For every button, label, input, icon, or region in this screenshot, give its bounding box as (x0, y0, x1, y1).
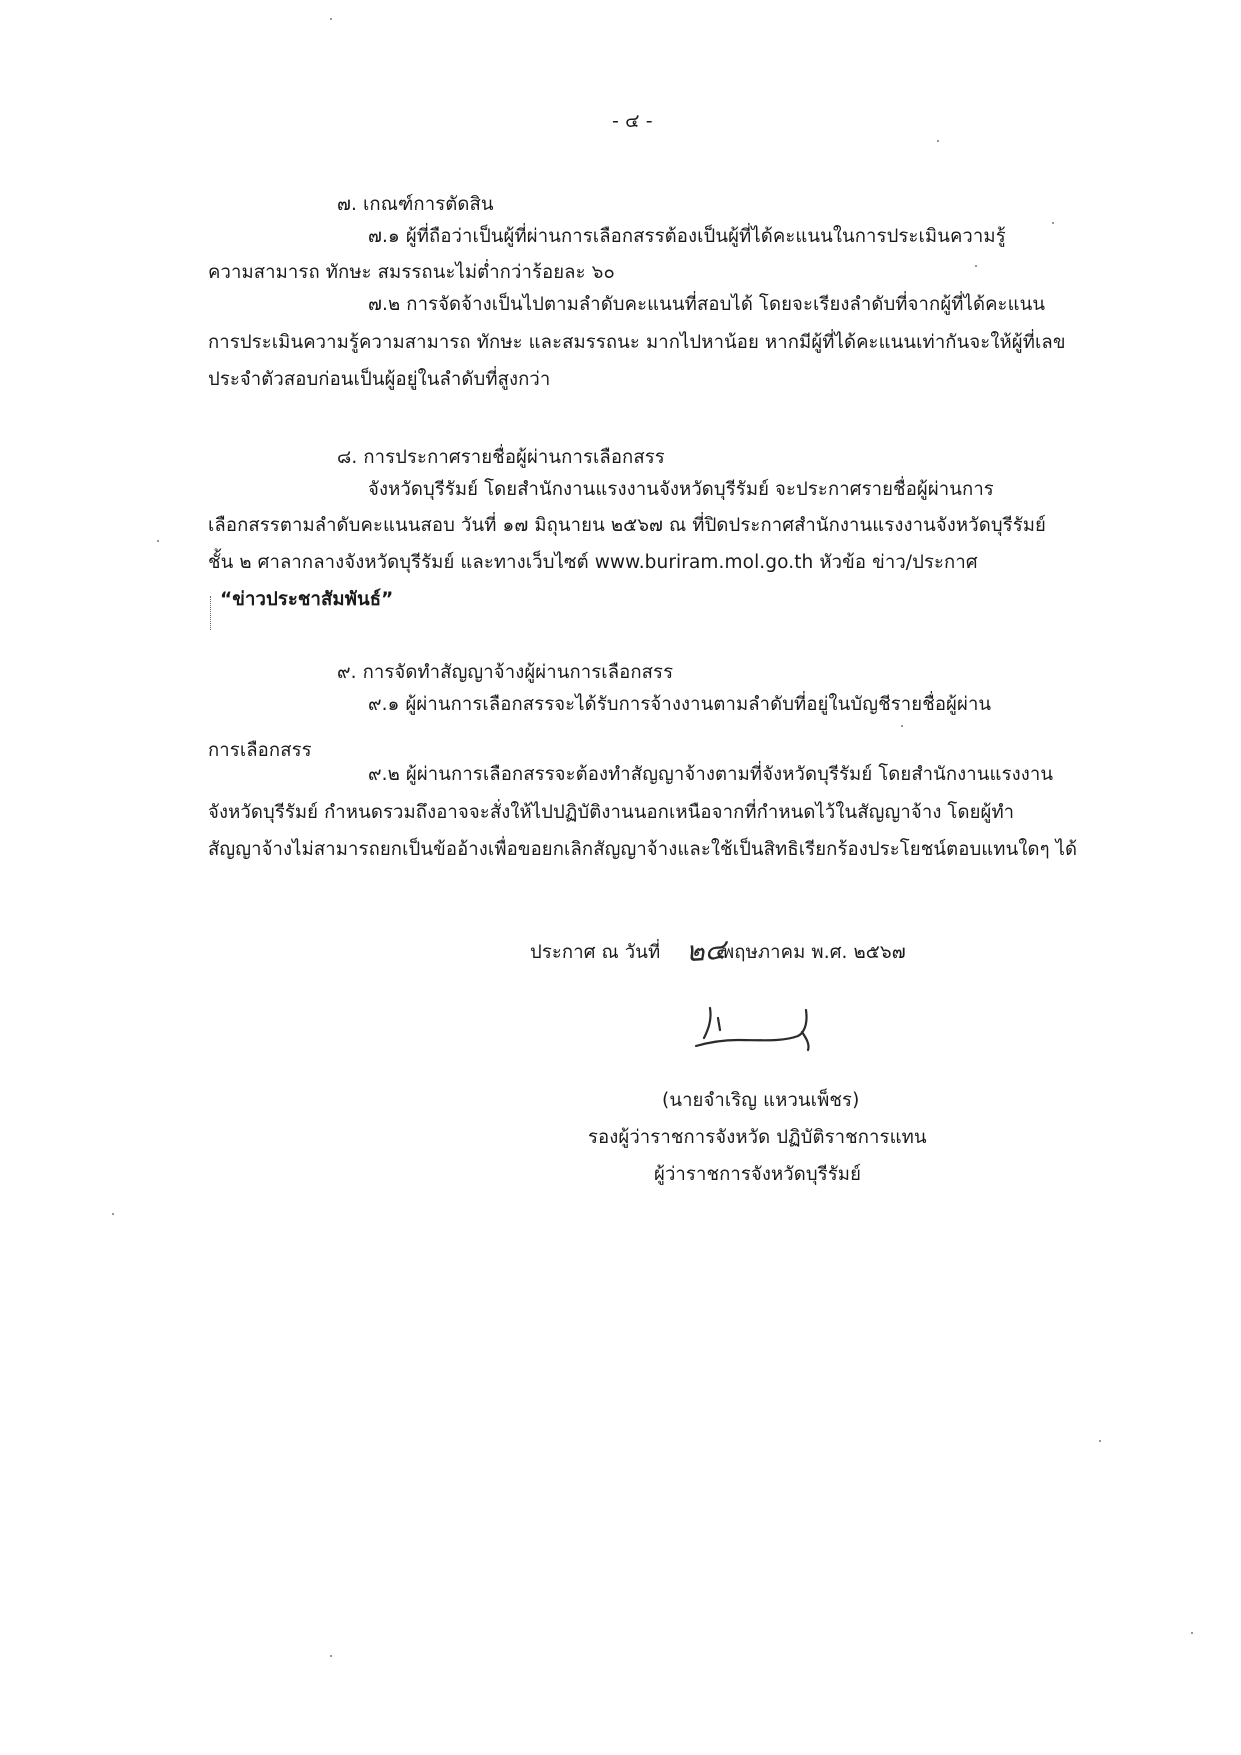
signatory-position-2: ผู้ว่าราชการจังหวัดบุรีรัมย์ (654, 1164, 862, 1185)
margin-mark (210, 596, 212, 630)
section-7-2-line-3: ประจำตัวสอบก่อนเป็นผู้อยู่ในลำดับที่สูงกว่า (208, 369, 551, 390)
section-7-1-line-1: ๗.๑ ผู้ที่ถือว่าเป็นผู้ที่ผ่านการเลือกสรรต้องเป็นผู้ที่ได้คะแนนในการประเมินความรู้ (368, 226, 1006, 247)
section-7-heading: ๗. เกณฑ์การตัดสิน (337, 194, 494, 215)
scan-speck (1191, 1632, 1193, 1634)
scan-speck (330, 18, 332, 20)
handwritten-day: ๒๔ (684, 932, 727, 969)
section-9-heading: ๙. การจัดทำสัญญาจ้างผู้ผ่านการเลือกสรร (337, 662, 674, 683)
scan-speck (1052, 222, 1054, 224)
handwritten-signature (690, 1000, 820, 1056)
signatory-position-1: รองผู้ว่าราชการจังหวัด ปฏิบัติราชการแทน (588, 1127, 927, 1148)
announcement-date-suffix: พฤษภาคม พ.ศ. ๒๕๖๗ (722, 942, 906, 963)
announcement-date-prefix: ประกาศ ณ วันที่ (530, 942, 661, 963)
scan-speck (112, 1213, 114, 1215)
section-9-2-line-1: ๙.๒ ผู้ผ่านการเลือกสรรจะต้องทำสัญญาจ้างตามที่จังหวัดบุรีรัมย์ โดยสำนักงานแรงงาน (368, 764, 1054, 785)
scan-speck (157, 540, 159, 542)
section-8-line-4: “ข่าวประชาสัมพันธ์” (220, 589, 394, 610)
section-8-line-2: เลือกสรรตามลำดับคะแนนสอบ วันที่ ๑๗ มิถุนายน ๒๕๖๗ ณ ที่ปิดประกาศสำนักงานแรงงานจังหวัดบุรีรัมย์ (208, 515, 1046, 536)
section-7-1-line-2: ความสามารถ ทักษะ สมรรถนะไม่ต่ำกว่าร้อยละ ๖๐ (208, 262, 615, 283)
section-9-2-line-2: จังหวัดบุรีรัมย์ กำหนดรวมถึงอาจจะสั่งให้ไปปฏิบัติงานนอกเหนือจากที่กำหนดไว้ในสัญญาจ้าง โดยผู้ทำ (208, 802, 1015, 823)
scan-speck (975, 265, 977, 267)
section-8-heading: ๘. การประกาศรายชื่อผู้ผ่านการเลือกสรร (337, 447, 665, 468)
section-8-line-1: จังหวัดบุรีรัมย์ โดยสำนักงานแรงงานจังหวัดบุรีรัมย์ จะประกาศรายชื่อผู้ผ่านการ (368, 479, 994, 500)
section-9-1-line-1: ๙.๑ ผู้ผ่านการเลือกสรรจะได้รับการจ้างงานตามลำดับที่อยู่ในบัญชีรายชื่อผู้ผ่าน (368, 694, 992, 715)
scan-speck (937, 140, 939, 142)
section-7-2-line-2: การประเมินความรู้ความสามารถ ทักษะ และสมรรถนะ มากไปหาน้อย หากมีผู้ที่ได้คะแนนเท่ากันจะให้ผู้ที่เลข (208, 332, 1066, 353)
page-number: - ๔ - (612, 110, 653, 132)
section-9-1-line-2: การเลือกสรร (208, 740, 312, 761)
section-9-2-line-3: สัญญาจ้างไม่สามารถยกเป็นข้ออ้างเพื่อขอยกเลิกสัญญาจ้างและใช้เป็นสิทธิเรียกร้องประโยชน์ตอบแทนใดๆ ได้ (208, 839, 1078, 860)
scan-speck (330, 1655, 332, 1657)
signatory-name: (นายจำเริญ แหวนเพ็ชร) (662, 1090, 860, 1111)
scan-speck (1099, 1440, 1101, 1442)
scan-speck (901, 725, 903, 727)
section-7-2-line-1: ๗.๒ การจัดจ้างเป็นไปตามลำดับคะแนนที่สอบได้ โดยจะเรียงลำดับที่จากผู้ที่ได้คะแนน (368, 294, 1046, 315)
section-8-line-3: ชั้น ๒ ศาลากลางจังหวัดบุรีรัมย์ และทางเว็บไซต์ www.buriram.mol.go.th หัวข้อ ข่าว/ประกาศ (208, 552, 978, 573)
